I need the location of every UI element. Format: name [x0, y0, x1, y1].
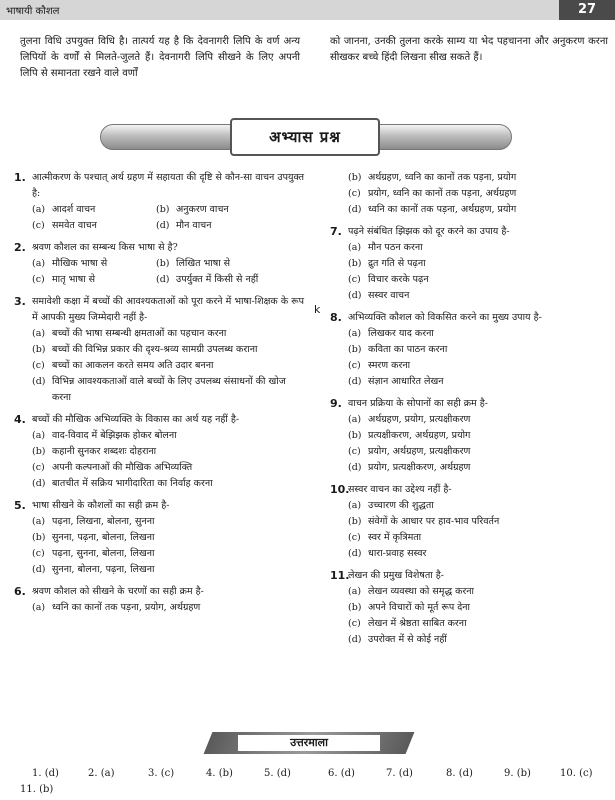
option-a: (a) लिखकर याद करना — [348, 328, 434, 339]
option-c: (c) स्वर में कृत्रिमता — [348, 532, 422, 543]
option-d: (d) सुनना, बोलना, पढ़ना, लिखना — [32, 564, 155, 575]
option-a: (a) अर्थग्रहण, प्रयोग, प्रत्यक्षीकरण — [348, 414, 471, 425]
question-text: पढ़ने संबंधित झिझक को दूर करने का उपाय है- — [348, 226, 510, 237]
question-4 — [14, 412, 304, 492]
question-text: वाचन प्रक्रिया के सोपानों का सही क्रम है- — [348, 398, 489, 409]
question-6-continued — [330, 170, 615, 218]
question-11 — [330, 568, 615, 648]
book-title: भाषायी कौशल — [6, 6, 60, 17]
option-c: (c) लेखन में श्रेष्ठता साबित करना — [348, 618, 467, 629]
question-text: लेखन की प्रमुख विशेषता है- — [348, 570, 445, 581]
question-text: श्रवण कौशल को सीखने के चरणों का सही क्रम है- — [32, 586, 204, 597]
question-text: आत्मीकरण के पश्चात् अर्थ ग्रहण में सहायता की दृष्टि से कौन-सा वाचन उपयुक्त है: — [32, 172, 304, 199]
answer-item: 1. (d) — [32, 768, 59, 779]
answer-item: 3. (c) — [148, 768, 175, 779]
option-b: (b) अनुकरण वाचन — [156, 204, 229, 215]
question-number: 9. — [330, 397, 342, 410]
option-c: (c) प्रयोग, अर्थग्रहण, प्रत्यक्षीकरण — [348, 446, 471, 457]
option-c: (c) समवेत वाचन — [32, 220, 97, 231]
option-a: (a) मौन पठन करना — [348, 242, 423, 253]
answer-key-title: उत्तरमाला — [238, 735, 380, 751]
answer-item: 8. (d) — [446, 768, 473, 779]
option-b: (b) द्रुत गति से पढ़ना — [348, 258, 426, 269]
questions-column-right — [330, 170, 615, 654]
question-5 — [14, 498, 304, 578]
answer-item: 10. (c) — [560, 768, 593, 779]
option-b: (b) प्रत्यक्षीकरण, अर्थग्रहण, प्रयोग — [348, 430, 471, 441]
question-number: 3. — [14, 295, 26, 308]
intro-paragraph-left: तुलना विधि उपयुक्त विधि है। तात्पर्य यह है कि देवनागरी लिपि के वर्ण अन्य लिपियों के वर्णों से मिलते-जुलते हैं। देवनागरी लिपि सीखने के लिए अपनी लिपि से समानता रखने वाले वर्णों — [20, 36, 300, 79]
question-10 — [330, 482, 615, 562]
option-d: (d) प्रयोग, प्रत्यक्षीकरण, अर्थग्रहण — [348, 462, 471, 473]
answer-item: 6. (d) — [328, 768, 355, 779]
question-number: 8. — [330, 311, 342, 324]
page-header — [0, 0, 615, 20]
option-d: (d) उपरोक्त में से कोई नहीं — [348, 634, 447, 645]
option-a: (a) वाद-विवाद में बेझिझक होकर बोलना — [32, 430, 177, 441]
margin-mark: k — [314, 303, 321, 316]
option-d: (d) मौन वाचन — [156, 220, 212, 231]
option-a: (a) बच्चों की भाषा सम्बन्धी क्षमताओं का पहचान करना — [32, 328, 227, 339]
option-d: (d) सस्वर वाचन — [348, 290, 410, 301]
question-1 — [14, 170, 304, 234]
option-d: (d) बातचीत में सक्रिय भागीदारिता का निर्वाह करना — [32, 478, 213, 489]
option-c: (c) अपनी कल्पनाओं की मौखिक अभिव्यक्ति — [32, 462, 193, 473]
option-c: (c) स्मरण करना — [348, 360, 411, 371]
question-number: 6. — [14, 585, 26, 598]
option-b: (b) कहानी सुनकर शब्दशः दोहराना — [32, 446, 157, 457]
answer-item: 11. (b) — [20, 784, 54, 795]
option-d: (d) विभिन्न आवश्यकताओं वाले बच्चों के लिए उपलब्ध संसाधनों की खोज करना — [32, 376, 286, 403]
answer-item: 5. (d) — [264, 768, 291, 779]
question-number: 4. — [14, 413, 26, 426]
answer-item: 9. (b) — [504, 768, 531, 779]
question-text: समावेशी कक्षा में बच्चों की आवश्यकताओं को पूरा करने में भाषा-शिक्षक के रूप में आपकी मुख्य जिम्मेदारी नहीं है- — [32, 296, 304, 323]
option-c: (c) पढ़ना, सुनना, बोलना, लिखना — [32, 548, 155, 559]
option-c: (c) बच्चों का आकलन करते समय अति उदार बनना — [32, 360, 214, 371]
option-b: (b) अर्थग्रहण, ध्वनि का कानों तक पड़ना, प्रयोग — [348, 172, 517, 183]
intro-paragraph-right: को जानना, उनकी तुलना करके साम्य या भेद पहचानना और अनुकरण करना सीखकर बच्चे हिंदी लिखना सीख सकते हैं। — [330, 36, 608, 63]
option-a: (a) आदर्श वाचन — [32, 204, 96, 215]
question-text: अभिव्यक्ति कौशल को विकसित करने का मुख्य उपाय है- — [348, 312, 542, 323]
option-b: (b) अपने विचारों को मूर्त रूप देना — [348, 602, 471, 613]
section-banner — [100, 118, 512, 156]
option-b: (b) संवेगों के आधार पर हाव-भाव परिवर्तन — [348, 516, 500, 527]
question-text: सस्वर वाचन का उद्देश्य नहीं है- — [348, 484, 452, 495]
question-2 — [14, 240, 304, 288]
question-number: 1. — [14, 171, 26, 184]
option-a: (a) मौखिक भाषा से — [32, 258, 108, 269]
option-b: (b) लिखित भाषा से — [156, 258, 231, 269]
option-b: (b) बच्चों की विभिन्न प्रकार की दृश्य-श्रव्य सामग्री उपलब्ध कराना — [32, 344, 258, 355]
option-d: (d) उपर्युक्त में किसी से नहीं — [156, 274, 259, 285]
question-number: 10. — [330, 483, 350, 496]
question-number: 7. — [330, 225, 342, 238]
option-b: (b) कविता का पाठन करना — [348, 344, 448, 355]
option-a: (a) ध्वनि का कानों तक पड़ना, प्रयोग, अर्थग्रहण — [32, 602, 201, 613]
option-a: (a) लेखन व्यवस्था को समृद्ध करना — [348, 586, 475, 597]
question-text: भाषा सीखने के कौशलों का सही क्रम है- — [32, 500, 170, 511]
question-text: श्रवण कौशल का सम्बन्ध किस भाषा से है? — [32, 242, 178, 253]
section-title: अभ्यास प्रश्न — [230, 118, 380, 156]
question-9 — [330, 396, 615, 476]
answer-item: 4. (b) — [206, 768, 233, 779]
option-c: (c) मातृ भाषा से — [32, 274, 96, 285]
option-c: (c) प्रयोग, ध्वनि का कानों तक पड़ना, अर्थग्रहण — [348, 188, 517, 199]
option-a: (a) पढ़ना, लिखना, बोलना, सुनना — [32, 516, 155, 527]
question-7 — [330, 224, 615, 304]
question-3 — [14, 294, 304, 406]
questions-column-left — [14, 170, 304, 622]
option-d: (d) धारा-प्रवाह सस्वर — [348, 548, 427, 559]
option-c: (c) विचार करके पढ़न — [348, 274, 429, 285]
question-number: 5. — [14, 499, 26, 512]
question-number: 11. — [330, 569, 350, 582]
question-text: बच्चों की मौखिक अभिव्यक्ति के विकास का अर्थ यह नहीं है- — [32, 414, 240, 425]
option-a: (a) उच्चारण की शुद्धता — [348, 500, 434, 511]
option-d: (d) ध्वनि का कानों तक पड़ना, अर्थग्रहण, प्रयोग — [348, 204, 517, 215]
answer-item: 7. (d) — [386, 768, 413, 779]
question-6 — [14, 584, 304, 616]
option-d: (d) संज्ञान आधारित लेखन — [348, 376, 444, 387]
answer-item: 2. (a) — [88, 768, 115, 779]
question-number: 2. — [14, 241, 26, 254]
page-number: 27 — [559, 0, 615, 20]
question-8 — [330, 310, 615, 390]
option-b: (b) सुनना, पढ़ना, बोलना, लिखना — [32, 532, 155, 543]
